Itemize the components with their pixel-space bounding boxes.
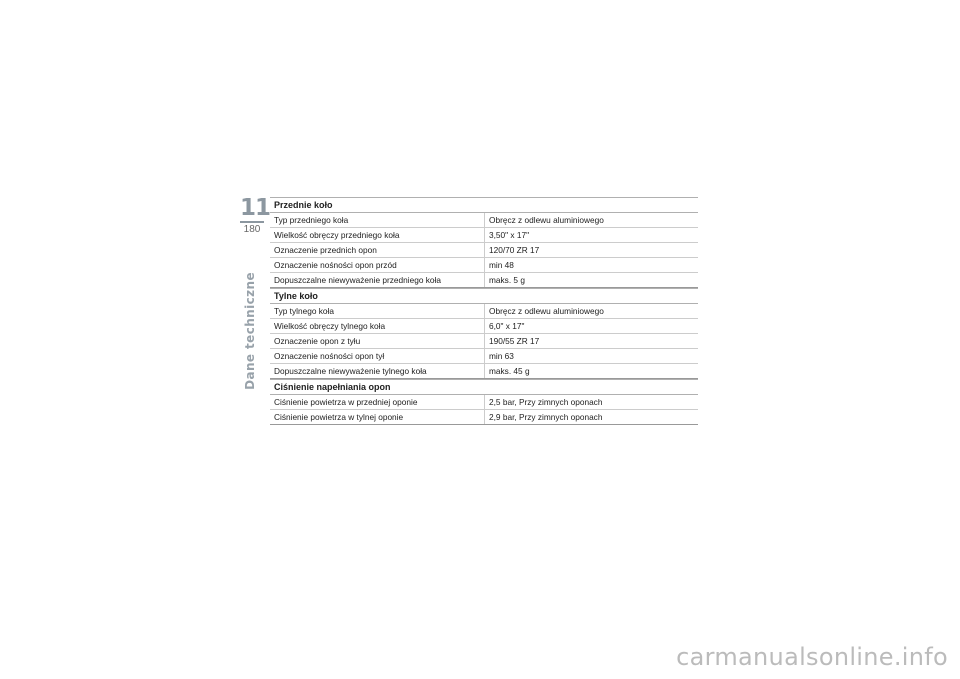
row-label: Oznaczenie przednich opon — [274, 245, 377, 255]
row-label: Oznaczenie nośności opon przód — [274, 260, 397, 270]
row-value: 2,9 bar, Przy zimnych oponach — [484, 410, 698, 424]
table-row — [270, 228, 698, 243]
page-number: 180 — [243, 224, 261, 235]
table-row — [270, 395, 698, 410]
row-value: 3,50" x 17" — [484, 228, 698, 242]
row-label: Wielkość obręczy tylnego koła — [274, 321, 386, 331]
row-value: 2,5 bar, Przy zimnych oponach — [484, 395, 698, 409]
row-label: Typ tylnego koła — [274, 306, 334, 316]
section-heading-front-wheel: Przednie koło — [270, 197, 698, 213]
row-label: Typ przedniego koła — [274, 215, 349, 225]
table-row — [270, 243, 698, 258]
row-value: maks. 45 g — [484, 364, 698, 378]
chapter-marker — [240, 195, 271, 235]
table-row — [270, 410, 698, 425]
table-row — [270, 213, 698, 228]
chapter-number: 11 — [240, 195, 271, 221]
row-value: maks. 5 g — [484, 273, 698, 287]
row-label: Dopuszczalne niewyważenie przedniego koła — [274, 275, 441, 285]
spec-table — [270, 197, 698, 425]
row-label: Ciśnienie powietrza w przedniej oponie — [274, 397, 418, 407]
row-value: min 48 — [484, 258, 698, 272]
table-row — [270, 364, 698, 379]
row-value: 120/70 ZR 17 — [484, 243, 698, 257]
row-label: Wielkość obręczy przedniego koła — [274, 230, 400, 240]
table-row — [270, 334, 698, 349]
table-row — [270, 319, 698, 334]
row-value: 190/55 ZR 17 — [484, 334, 698, 348]
table-row — [270, 304, 698, 319]
table-row — [270, 273, 698, 288]
row-label: Oznaczenie nośności opon tył — [274, 351, 385, 361]
row-value: Obręcz z odlewu aluminiowego — [484, 304, 698, 318]
row-value: min 63 — [484, 349, 698, 363]
table-row — [270, 349, 698, 364]
watermark: carmanualsonline.info — [676, 643, 948, 671]
row-value: 6,0" x 17" — [484, 319, 698, 333]
section-heading-rear-wheel: Tylne koło — [270, 288, 698, 304]
section-heading-tire-pressure: Ciśnienie napełniania opon — [270, 379, 698, 395]
table-row — [270, 258, 698, 273]
row-label: Ciśnienie powietrza w tylnej oponie — [274, 412, 404, 422]
row-label: Oznaczenie opon z tyłu — [274, 336, 361, 346]
chapter-title: Dane techniczne — [243, 272, 257, 390]
row-label: Dopuszczalne niewyważenie tylnego koła — [274, 366, 427, 376]
row-value: Obręcz z odlewu aluminiowego — [484, 213, 698, 227]
